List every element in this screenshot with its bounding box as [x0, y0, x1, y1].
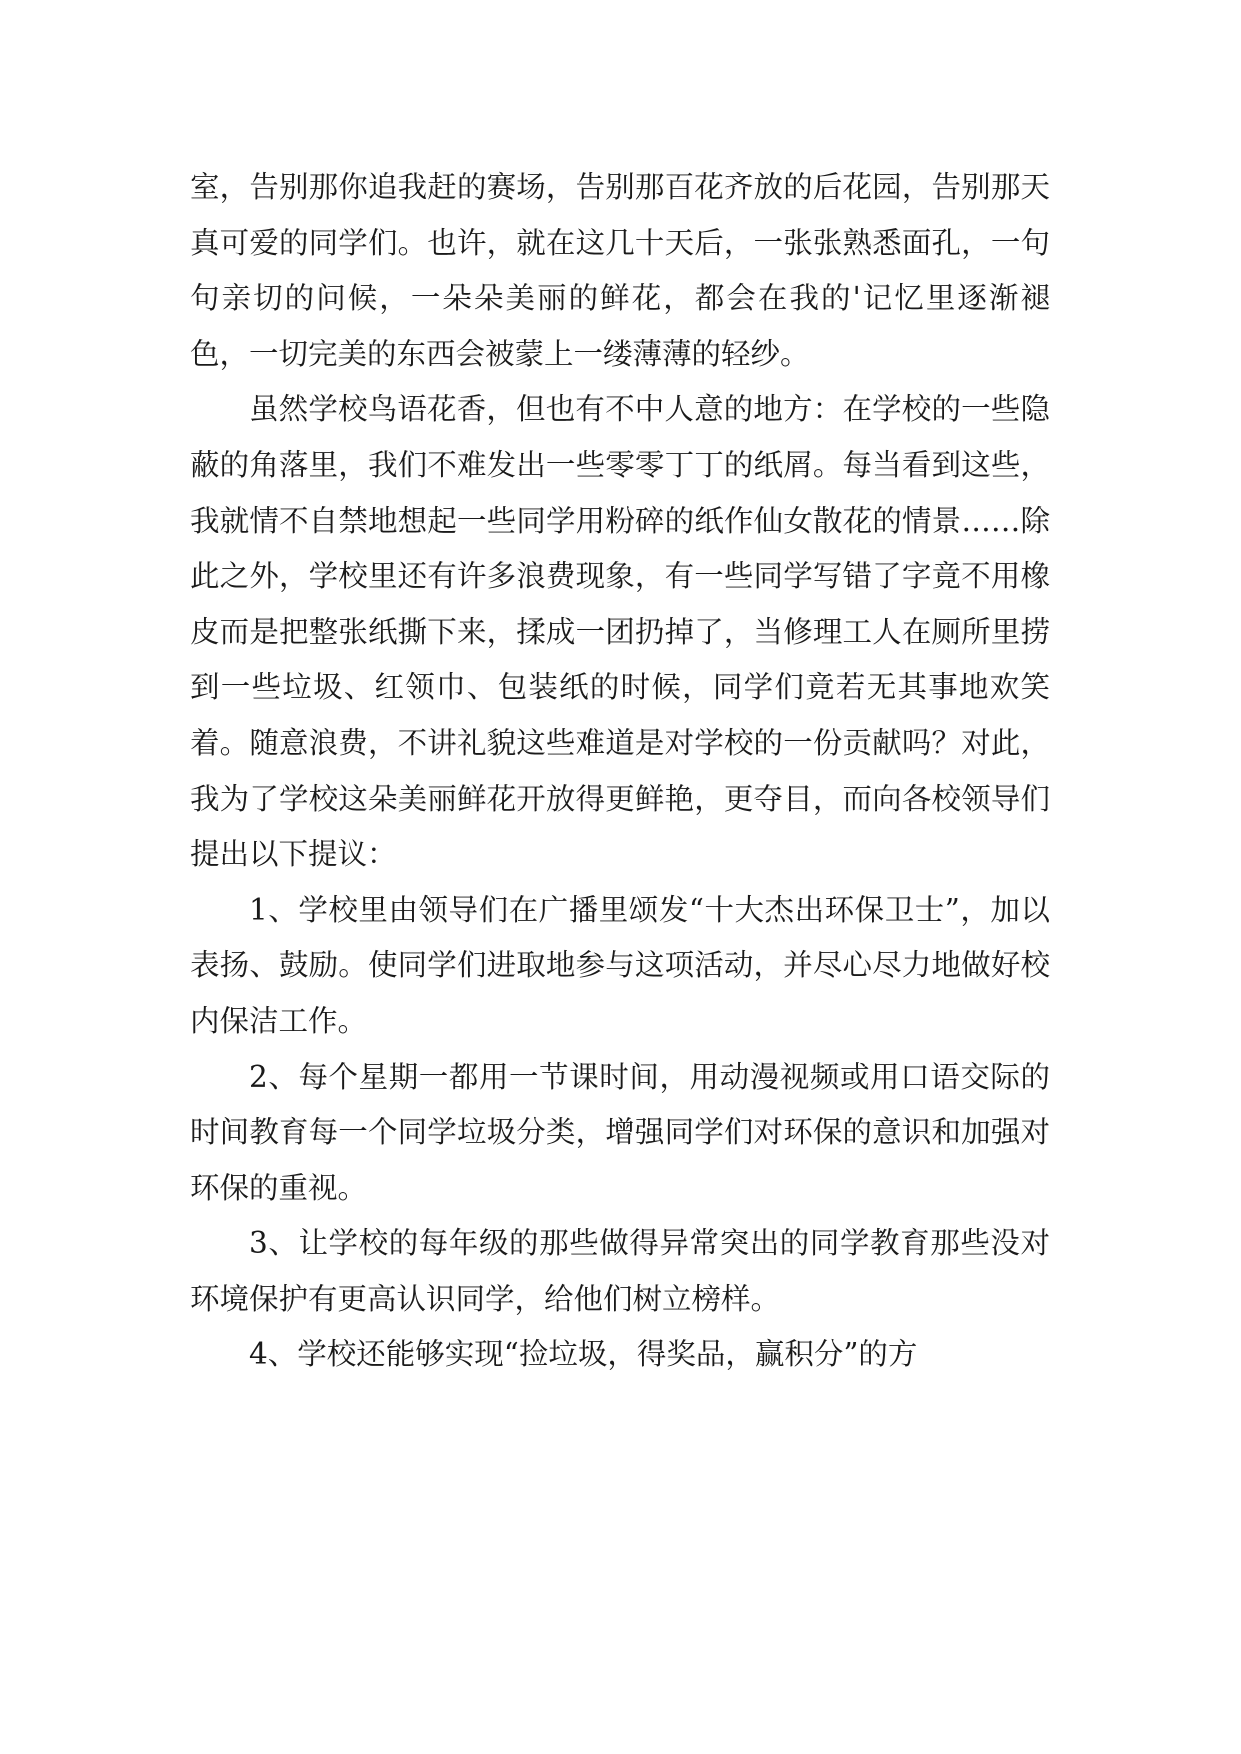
proposal-item-2: 2、每个星期一都用一节课时间，用动漫视频或用口语交际的时间教育每一个同学垃圾分类，增强同学们对环保的意识和加强对环保的重视。	[190, 1059, 1050, 1205]
document-body	[190, 160, 1050, 1383]
proposal-item-3: 3、让学校的每年级的那些做得异常突出的同学教育那些没对环境保护有更高认识同学，给他们树立榜样。	[190, 1226, 1050, 1316]
paragraph-problems: 虽然学校鸟语花香，但也有不中人意的地方：在学校的一些隐蔽的角落里，我们不难发出一些零零丁丁的纸屑。每当看到这些，我就情不自禁地想起一些同学用粉碎的纸作仙女散花的情景……除此之外，学校里还有许多浪费现象，有一些同学写错了字竟不用橡皮而是把整张纸撕下来，揉成一团扔掉了，当修理工人在厕所里捞到一些垃圾、红领巾、包装纸的时候，同学们竟若无其事地欢笑着。随意浪费，不讲礼貌这些难道是对学校的一份贡献吗？对此，我为了学校这朵美丽鲜花开放得更鲜艳，更夺目，而向各校领导们提出以下提议：	[190, 392, 1050, 872]
proposal-item-4: 4、学校还能够实现“捡垃圾，得奖品，赢积分”的方	[249, 1337, 918, 1372]
proposal-item-1: 1、学校里由领导们在广播里颂发“十大杰出环保卫士”，加以表扬、鼓励。使同学们进取地参与这项活动，并尽心尽力地做好校内保洁工作。	[190, 892, 1050, 1038]
paragraph-continuation: 室，告别那你追我赶的赛场，告别那百花齐放的后花园，告别那天真可爱的同学们。也许，就在这几十天后，一张张熟悉面孔，一句句亲切的问候，一朵朵美丽的鲜花，都会在我的'记忆里逐渐褪色，一切完美的东西会被蒙上一缕薄薄的轻纱。	[190, 170, 1050, 371]
